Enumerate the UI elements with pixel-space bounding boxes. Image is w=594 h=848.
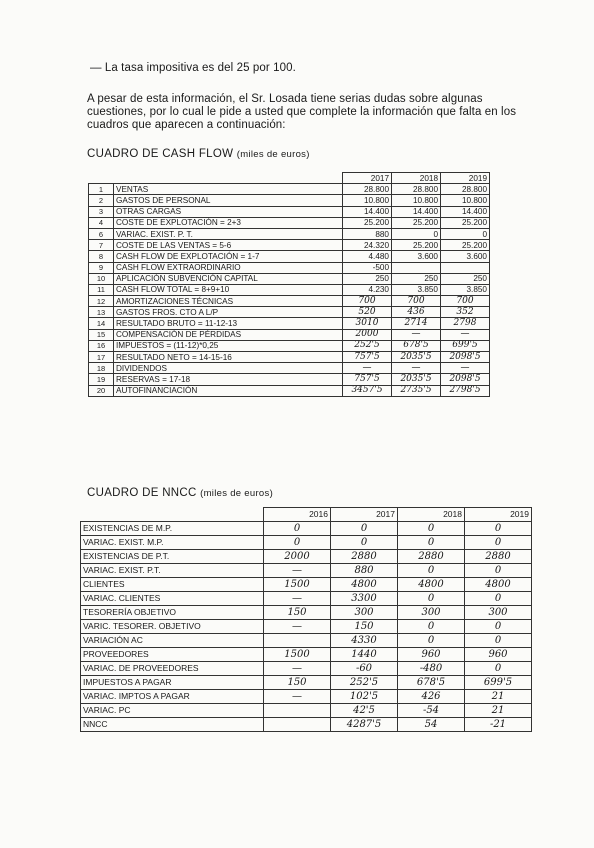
cell-value: 426 xyxy=(398,690,465,704)
cell-value: 2880 xyxy=(331,550,398,564)
cash-flow-row xyxy=(89,228,490,239)
year-header: 2017 xyxy=(331,508,398,522)
cell-value xyxy=(264,704,331,718)
cell-value: 0 xyxy=(392,228,441,239)
cell-value: 0 xyxy=(398,620,465,634)
nncc-row xyxy=(81,522,532,536)
cell-value: 880 xyxy=(331,564,398,578)
nncc-row xyxy=(81,592,532,606)
year-header: 2019 xyxy=(465,508,532,522)
cell-value: 2714 xyxy=(392,318,441,329)
cell-value: 0 xyxy=(465,522,532,536)
row-number: 1 xyxy=(89,184,114,195)
cash-flow-row xyxy=(89,184,490,195)
cell-value: 0 xyxy=(465,536,532,550)
cell-value: 0 xyxy=(465,592,532,606)
row-label: GASTOS DE PERSONAL xyxy=(114,195,343,206)
cell-value: — xyxy=(264,564,331,578)
cell-value xyxy=(392,262,441,273)
row-number: 9 xyxy=(89,262,114,273)
row-label: OTRAS CARGAS xyxy=(114,206,343,217)
cell-value: 4800 xyxy=(331,578,398,592)
cell-value: 21 xyxy=(465,704,532,718)
row-label: AMORTIZACIONES TÉCNICAS xyxy=(114,296,343,307)
cell-value: — xyxy=(441,363,490,374)
cell-value: 25.200 xyxy=(392,217,441,228)
cell-value: 0 xyxy=(264,536,331,550)
nncc-table xyxy=(80,507,532,732)
cell-value: 252'5 xyxy=(343,340,392,351)
cell-value: 2098'5 xyxy=(441,374,490,385)
year-header: 2016 xyxy=(264,508,331,522)
row-number: 2 xyxy=(89,195,114,206)
row-number: 19 xyxy=(89,374,114,385)
cell-value: 0 xyxy=(441,228,490,239)
row-label: VARIAC. IMPTOS A PAGAR xyxy=(81,690,264,704)
cash-flow-header-row xyxy=(89,173,490,184)
cash-flow-row xyxy=(89,296,490,307)
row-label: COSTE DE LAS VENTAS = 5-6 xyxy=(114,240,343,251)
cash-flow-row xyxy=(89,195,490,206)
cell-value: 42'5 xyxy=(331,704,398,718)
cell-value: -21 xyxy=(465,718,532,732)
cell-value: 300 xyxy=(398,606,465,620)
nncc-row xyxy=(81,648,532,662)
cell-value: -480 xyxy=(398,662,465,676)
cash-flow-row xyxy=(89,307,490,318)
cell-value: — xyxy=(392,363,441,374)
year-header: 2018 xyxy=(398,508,465,522)
cash-flow-title-unit: (miles de euros) xyxy=(236,149,310,160)
cell-value: 24.320 xyxy=(343,240,392,251)
row-label: RESULTADO BRUTO = 11-12-13 xyxy=(114,318,343,329)
nncc-row xyxy=(81,606,532,620)
cell-value: 0 xyxy=(264,522,331,536)
nncc-row xyxy=(81,634,532,648)
cash-flow-row xyxy=(89,273,490,284)
cell-value: 2735'5 xyxy=(392,385,441,396)
cell-value: 28.800 xyxy=(392,184,441,195)
row-label: CLIENTES xyxy=(81,578,264,592)
row-label: CASH FLOW DE EXPLOTACIÓN = 1-7 xyxy=(114,251,343,262)
cell-value: 0 xyxy=(398,564,465,578)
cash-flow-row xyxy=(89,318,490,329)
cell-value: 3300 xyxy=(331,592,398,606)
cell-value: — xyxy=(264,662,331,676)
cell-value: 2035'5 xyxy=(392,352,441,363)
cell-value: 2000 xyxy=(264,550,331,564)
cell-value: 4.480 xyxy=(343,251,392,262)
cell-value: 0 xyxy=(398,634,465,648)
cell-value: 0 xyxy=(331,536,398,550)
cash-flow-row xyxy=(89,251,490,262)
nncc-row xyxy=(81,620,532,634)
row-label: APLICACIÓN SUBVENCIÓN CAPITAL xyxy=(114,273,343,284)
cash-flow-row xyxy=(89,374,490,385)
cell-value: 0 xyxy=(398,536,465,550)
row-label: VARIC. TESORER. OBJETIVO xyxy=(81,620,264,634)
header-spacer xyxy=(89,173,114,184)
row-label: TESORERÍA OBJETIVO xyxy=(81,606,264,620)
tax-rate-line: — La tasa impositiva es del 25 por 100. xyxy=(90,62,296,74)
row-number: 14 xyxy=(89,318,114,329)
nncc-title-main: CUADRO DE NNCC xyxy=(87,487,197,499)
cell-value: 678'5 xyxy=(398,676,465,690)
cash-flow-row xyxy=(89,262,490,273)
cell-value: 150 xyxy=(331,620,398,634)
cell-value: 4800 xyxy=(465,578,532,592)
cell-value: 10.800 xyxy=(441,195,490,206)
row-number: 4 xyxy=(89,217,114,228)
cell-value: 4287'5 xyxy=(331,718,398,732)
row-number: 7 xyxy=(89,240,114,251)
row-label: AUTOFINANCIACIÓN xyxy=(114,385,343,396)
cell-value: — xyxy=(264,690,331,704)
cell-value: 21 xyxy=(465,690,532,704)
cell-value: 880 xyxy=(343,228,392,239)
row-label: VENTAS xyxy=(114,184,343,195)
cell-value: 150 xyxy=(264,606,331,620)
nncc-row xyxy=(81,718,532,732)
cell-value: 14.400 xyxy=(392,206,441,217)
row-number: 13 xyxy=(89,307,114,318)
cash-flow-row xyxy=(89,363,490,374)
nncc-row xyxy=(81,578,532,592)
cell-value: 0 xyxy=(398,592,465,606)
cell-value xyxy=(441,262,490,273)
cell-value: 28.800 xyxy=(441,184,490,195)
cell-value: 0 xyxy=(465,620,532,634)
cell-value: 28.800 xyxy=(343,184,392,195)
nncc-row xyxy=(81,550,532,564)
cell-value: 2880 xyxy=(465,550,532,564)
row-number: 12 xyxy=(89,296,114,307)
cell-value: 757'5 xyxy=(343,374,392,385)
cell-value: 300 xyxy=(331,606,398,620)
row-number: 17 xyxy=(89,352,114,363)
cell-value: 1440 xyxy=(331,648,398,662)
row-label: VARIAC. DE PROVEEDORES xyxy=(81,662,264,676)
row-number: 18 xyxy=(89,363,114,374)
row-number: 15 xyxy=(89,329,114,340)
cell-value: 2798 xyxy=(441,318,490,329)
cell-value: -60 xyxy=(331,662,398,676)
row-label: COSTE DE EXPLOTACIÓN = 2+3 xyxy=(114,217,343,228)
cell-value: 3010 xyxy=(343,318,392,329)
cash-flow-row xyxy=(89,340,490,351)
cell-value: 520 xyxy=(343,307,392,318)
row-number: 16 xyxy=(89,340,114,351)
row-label: IMPUESTOS A PAGAR xyxy=(81,676,264,690)
cell-value: 250 xyxy=(392,273,441,284)
row-number: 3 xyxy=(89,206,114,217)
row-number: 11 xyxy=(89,284,114,295)
cell-value: 300 xyxy=(465,606,532,620)
cell-value: 0 xyxy=(398,522,465,536)
cell-value: 3.600 xyxy=(441,251,490,262)
nncc-row xyxy=(81,676,532,690)
row-label: DIVIDENDOS xyxy=(114,363,343,374)
nncc-title xyxy=(87,487,273,499)
cell-value: 3457'5 xyxy=(343,385,392,396)
cash-flow-row xyxy=(89,385,490,396)
row-label: VARIAC. EXIST. M.P. xyxy=(81,536,264,550)
cell-value: 150 xyxy=(264,676,331,690)
cell-value: 0 xyxy=(465,634,532,648)
cell-value: 25.200 xyxy=(441,240,490,251)
cell-value: 250 xyxy=(343,273,392,284)
row-label: RESULTADO NETO = 14-15-16 xyxy=(114,352,343,363)
cell-value: — xyxy=(343,363,392,374)
cell-value: 1500 xyxy=(264,578,331,592)
cash-flow-row xyxy=(89,329,490,340)
cell-value: 436 xyxy=(392,307,441,318)
year-header: 2019 xyxy=(441,173,490,184)
cell-value: 699'5 xyxy=(441,340,490,351)
header-spacer xyxy=(114,173,343,184)
row-number: 10 xyxy=(89,273,114,284)
cash-flow-row xyxy=(89,240,490,251)
cell-value: 0 xyxy=(465,662,532,676)
row-label: RESERVAS = 17-18 xyxy=(114,374,343,385)
cell-value: — xyxy=(264,620,331,634)
row-label: CASH FLOW EXTRAORDINARIO xyxy=(114,262,343,273)
row-label: VARIAC. CLIENTES xyxy=(81,592,264,606)
cell-value: 678'5 xyxy=(392,340,441,351)
nncc-row xyxy=(81,704,532,718)
row-label: CASH FLOW TOTAL = 8+9+10 xyxy=(114,284,343,295)
cell-value: 14.400 xyxy=(343,206,392,217)
nncc-row xyxy=(81,662,532,676)
cell-value: 699'5 xyxy=(465,676,532,690)
cell-value: 1500 xyxy=(264,648,331,662)
cell-value: — xyxy=(392,329,441,340)
cell-value: 25.200 xyxy=(441,217,490,228)
cell-value: 2000 xyxy=(343,329,392,340)
nncc-row xyxy=(81,564,532,578)
cell-value: 14.400 xyxy=(441,206,490,217)
cell-value: 25.200 xyxy=(343,217,392,228)
nncc-header-row xyxy=(81,508,532,522)
cell-value: — xyxy=(441,329,490,340)
cell-value: 4.230 xyxy=(343,284,392,295)
cash-flow-row xyxy=(89,352,490,363)
nncc-row xyxy=(81,690,532,704)
row-label: COMPENSACIÓN DE PÉRDIDAS xyxy=(114,329,343,340)
cell-value: 10.800 xyxy=(343,195,392,206)
cell-value: 250 xyxy=(441,273,490,284)
cash-flow-row xyxy=(89,206,490,217)
cell-value: 2880 xyxy=(398,550,465,564)
cell-value: 352 xyxy=(441,307,490,318)
cell-value: 0 xyxy=(465,564,532,578)
cell-value: 2035'5 xyxy=(392,374,441,385)
cell-value: 2098'5 xyxy=(441,352,490,363)
cell-value: 700 xyxy=(441,296,490,307)
cell-value xyxy=(264,718,331,732)
cell-value: 757'5 xyxy=(343,352,392,363)
row-label: EXISTENCIAS DE M.P. xyxy=(81,522,264,536)
nncc-row xyxy=(81,536,532,550)
cash-flow-row xyxy=(89,284,490,295)
cell-value: 10.800 xyxy=(392,195,441,206)
row-label: IMPUESTOS = (11-12)*0,25 xyxy=(114,340,343,351)
cell-value: -500 xyxy=(343,262,392,273)
row-label: GASTOS FROS. CTO A L/P xyxy=(114,307,343,318)
cell-value: 4330 xyxy=(331,634,398,648)
cell-value: 25.200 xyxy=(392,240,441,251)
row-number: 6 xyxy=(89,228,114,239)
cash-flow-title xyxy=(87,148,310,160)
nncc-title-unit: (miles de euros) xyxy=(200,488,274,499)
cell-value: 960 xyxy=(398,648,465,662)
cell-value: 3.600 xyxy=(392,251,441,262)
year-header: 2017 xyxy=(343,173,392,184)
row-label: VARIAC. EXIST. P.T. xyxy=(81,564,264,578)
cell-value: -54 xyxy=(398,704,465,718)
cell-value: 3.850 xyxy=(392,284,441,295)
row-label: VARIAC. EXIST. P. T. xyxy=(114,228,343,239)
cell-value: 252'5 xyxy=(331,676,398,690)
cell-value: 4800 xyxy=(398,578,465,592)
row-label: VARIACIÓN AC xyxy=(81,634,264,648)
cell-value: 102'5 xyxy=(331,690,398,704)
intro-paragraph: A pesar de esta información, el Sr. Losada tiene serias dudas sobre algunas cuestiones, por lo cual le pide a usted que complete la información que falta en los cuadros que aparecen a continuación: xyxy=(87,93,517,131)
cell-value: 3.850 xyxy=(441,284,490,295)
cell-value xyxy=(264,634,331,648)
cell-value: 700 xyxy=(343,296,392,307)
row-label: NNCC xyxy=(81,718,264,732)
cell-value: 700 xyxy=(392,296,441,307)
row-number: 8 xyxy=(89,251,114,262)
year-header: 2018 xyxy=(392,173,441,184)
cell-value: — xyxy=(264,592,331,606)
cash-flow-title-main: CUADRO DE CASH FLOW xyxy=(87,148,234,160)
row-label: PROVEEDORES xyxy=(81,648,264,662)
cash-flow-table xyxy=(88,172,490,397)
cell-value: 0 xyxy=(331,522,398,536)
cell-value: 2798'5 xyxy=(441,385,490,396)
cash-flow-row xyxy=(89,217,490,228)
header-spacer xyxy=(81,508,264,522)
cell-value: 960 xyxy=(465,648,532,662)
row-label: EXISTENCIAS DE P.T. xyxy=(81,550,264,564)
row-label: VARIAC. PC xyxy=(81,704,264,718)
row-number: 20 xyxy=(89,385,114,396)
cell-value: 54 xyxy=(398,718,465,732)
